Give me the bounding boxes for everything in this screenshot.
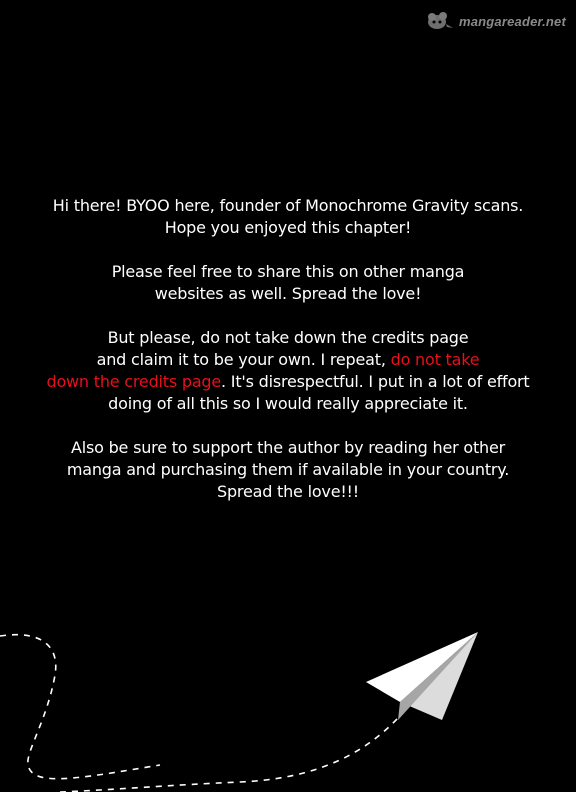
dashed-flight-path xyxy=(0,635,398,792)
highlighted-warning: do not take xyxy=(390,350,480,369)
message-line: Hi there! BYOO here, founder of Monochrome Gravity scans. xyxy=(52,196,524,215)
message-line: Also be sure to support the author by reading her other xyxy=(71,438,505,457)
message-text: and claim it to be your own. I repeat, xyxy=(96,350,391,369)
message-line: Please feel free to share this on other manga xyxy=(111,262,465,281)
message-line: websites as well. Spread the love! xyxy=(154,284,422,303)
message-text: . It's disrespectful. I put in a lot of effort xyxy=(221,372,530,391)
paper-plane-icon xyxy=(366,632,478,720)
message-line: doing of all this so I would really appreciate it. xyxy=(108,394,468,413)
message-line: Hope you enjoyed this chapter! xyxy=(164,218,412,237)
message-line: Spread the love!!! xyxy=(217,482,359,501)
message-line: manga and purchasing them if available in your country. xyxy=(66,460,510,479)
highlighted-warning: down the credits page xyxy=(46,372,222,391)
message-line: But please, do not take down the credits page xyxy=(107,328,469,347)
watermark-text: mangareader.net xyxy=(458,13,566,29)
